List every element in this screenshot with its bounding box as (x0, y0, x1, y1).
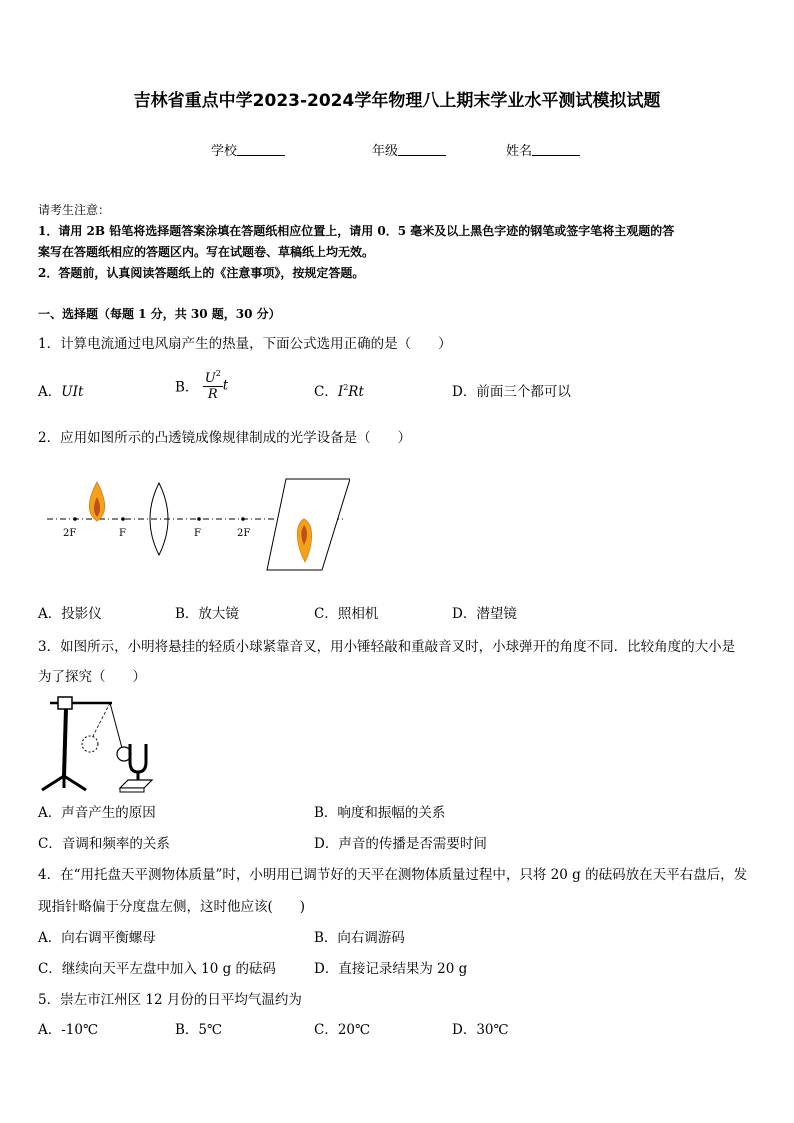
lens-imaging-figure (45, 473, 350, 579)
q5-option-d[interactable]: D．30℃ (452, 1022, 509, 1038)
notice-item-1a: 1．请用 2B 铅笔将选择题答案涂填在答题纸相应位置上，请用 0．5 毫米及以上黑色字迹的钢笔或签字笔将主观题的答 (38, 224, 675, 238)
string (110, 703, 122, 748)
q1-option-a[interactable] (38, 380, 83, 400)
section-heading: 一、选择题（每题 1 分，共 30 题，30 分） (38, 307, 281, 321)
grade-field[interactable] (372, 140, 446, 159)
school-label: 学校 (211, 144, 238, 159)
q3-option-a[interactable]: A．声音产生的原因 (38, 805, 156, 821)
q1-option-c[interactable]: C．$I^2Rt$ (314, 383, 364, 400)
label-2f-right: 2F (237, 528, 251, 539)
point-f-left (121, 517, 125, 521)
notice-heading: 请考生注意： (38, 203, 111, 217)
question-5-stem: 5．崇左市江州区 12 月份的日平均气温约为 (38, 992, 302, 1008)
name-label: 姓名 (506, 144, 533, 159)
option-label: B． (175, 379, 199, 396)
q2-option-d[interactable]: D．潜望镜 (452, 606, 517, 622)
name-blank[interactable] (532, 143, 580, 156)
grade-label: 年级 (372, 144, 399, 159)
question-2-stem: 2．应用如图所示的凸透镜成像规律制成的光学设备是（ ） (38, 430, 412, 446)
tuning-fork (130, 744, 146, 772)
q2-option-c[interactable]: C．照相机 (314, 606, 379, 622)
grade-blank[interactable] (398, 143, 446, 156)
question-4-stem-line1: 4．在“用托盘天平测物体质量”时，小明用已调节好的天平在测物体质量过程中，只将 20 g 的砝码放在天平右盘后，发 (38, 867, 748, 883)
label-2f-left: 2F (63, 528, 77, 539)
school-field[interactable] (211, 140, 285, 159)
formula-uit: UIt (61, 384, 84, 400)
ball-swung (82, 736, 98, 752)
swing-string (92, 703, 110, 738)
q5-option-b[interactable]: B．5℃ (175, 1022, 223, 1038)
q5-option-c[interactable]: C．20℃ (314, 1022, 371, 1038)
q4-option-d[interactable]: D．直接记录结果为 20 g (314, 961, 468, 977)
notice-item-1b: 案写在答题纸相应的答题区内。写在试题卷、草稿纸上均无效。 (38, 245, 375, 259)
q4-option-a[interactable]: A．向右调平衡螺母 (38, 930, 156, 946)
q1-option-b[interactable] (175, 369, 228, 402)
lens-center (197, 517, 201, 521)
question-1-stem: 1．计算电流通过电风扇产生的热量，下面公式选用正确的是（ ） (38, 336, 452, 352)
q2-option-a[interactable]: A．投影仪 (38, 606, 102, 622)
option-label: A． (38, 384, 62, 400)
fork-base (120, 780, 152, 788)
point-2f-left (73, 517, 77, 521)
option-label: C． (314, 384, 338, 400)
q2-option-b[interactable]: B．放大镜 (175, 606, 239, 622)
q4-option-c[interactable]: C．继续向天平左盘中加入 10 g 的砝码 (38, 961, 277, 977)
point-f-right (241, 517, 245, 521)
name-field[interactable] (506, 140, 580, 159)
stand-pole (64, 708, 66, 776)
question-3-stem-line1: 3．如图所示，小明将悬挂的轻质小球紧靠音叉，用小锤轻敲和重敲音叉时，小球弹开的角度不同．比较角度的大小是 (38, 639, 736, 655)
notice-item-2: 2．答题前，认真阅读答题纸上的《注意事项》，按规定答题。 (38, 266, 365, 280)
q3-option-d[interactable]: D．声音的传播是否需要时间 (314, 836, 487, 852)
q3-option-b[interactable]: B．响度和振幅的关系 (314, 805, 446, 821)
q4-option-b[interactable]: B．向右调游码 (314, 930, 405, 946)
label-f-left: F (119, 528, 126, 539)
q3-option-c[interactable]: C．音调和频率的关系 (38, 836, 170, 852)
label-f-right: F (194, 528, 201, 539)
question-4-stem-line2: 现指针略偏于分度盘左侧，这时他应该( ) (38, 899, 306, 915)
clamp (58, 697, 72, 709)
question-3-stem-line2: 为了探究（ ） (38, 669, 146, 685)
page-title: 吉林省重点中学2023-2024学年物理八上期末学业水平测试模拟试题 (133, 91, 661, 111)
school-blank[interactable] (237, 143, 285, 156)
tuning-fork-figure (40, 690, 155, 796)
q5-option-a[interactable]: A．-10℃ (38, 1022, 99, 1038)
formula-t: t (222, 377, 229, 394)
formula-fraction: $\frac{U^2}{R}$ (204, 369, 221, 402)
q1-option-d[interactable]: D．前面三个都可以 (452, 384, 571, 400)
